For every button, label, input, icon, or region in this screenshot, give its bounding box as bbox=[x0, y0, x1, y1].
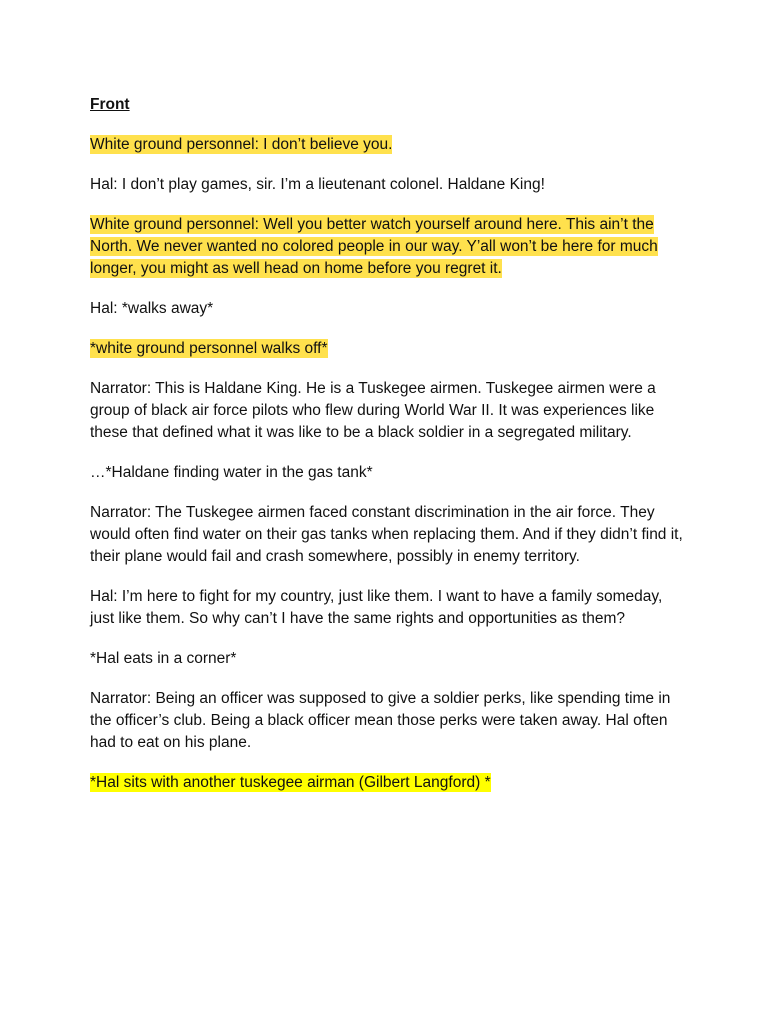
highlighted-text: White ground personnel: I don’t believe you. bbox=[90, 136, 393, 153]
dialogue-line-white-personnel-1 bbox=[90, 134, 690, 156]
dialogue-line-hal-2: Hal: *walks away* bbox=[90, 300, 214, 317]
stage-direction-gas-tank: …*Haldane finding water in the gas tank* bbox=[90, 464, 373, 481]
highlighted-text: *Hal sits with another tuskegee airman (Gilbert Langford) * bbox=[90, 774, 491, 791]
dialogue-line-white-personnel-2 bbox=[90, 214, 690, 280]
dialogue-line-hal-3: Hal: I’m here to fight for my country, just like them. I want to have a family someday, just like them. So why can’t I have the same rights and opportunities as them? bbox=[90, 588, 663, 627]
stage-direction-hal-eats: *Hal eats in a corner* bbox=[90, 650, 237, 667]
stage-direction-personnel-walks-off bbox=[90, 338, 690, 360]
narrator-line-3: Narrator: Being an officer was supposed to give a soldier perks, like spending time in the officer’s club. Being a black officer mean those perks were taken away. Hal often had to eat on his plane. bbox=[90, 690, 671, 751]
dialogue-line-hal-1: Hal: I don’t play games, sir. I’m a lieutenant colonel. Haldane King! bbox=[90, 176, 545, 193]
highlighted-text: *white ground personnel walks off* bbox=[90, 340, 328, 357]
stage-direction-hal-sits bbox=[90, 772, 690, 794]
narrator-line-1: Narrator: This is Haldane King. He is a Tuskegee airmen. Tuskegee airmen were a group of black air force pilots who flew during World War II. It was experiences like these that defined what it was like to be a black soldier in a segregated military. bbox=[90, 380, 656, 441]
section-heading: Front bbox=[90, 96, 130, 113]
narrator-line-2: Narrator: The Tuskegee airmen faced constant discrimination in the air force. They would often find water on their gas tanks when replacing them. And if they didn’t find it, their plane would fail and crash somewhere, possibly in enemy territory. bbox=[90, 504, 683, 565]
document-body bbox=[90, 94, 690, 812]
highlighted-text: White ground personnel: Well you better watch yourself around here. This ain’t the North. We never wanted no colored people in our way. Y’all won’t be here for much longer, you might as well head on home before you regret it. bbox=[90, 216, 658, 277]
